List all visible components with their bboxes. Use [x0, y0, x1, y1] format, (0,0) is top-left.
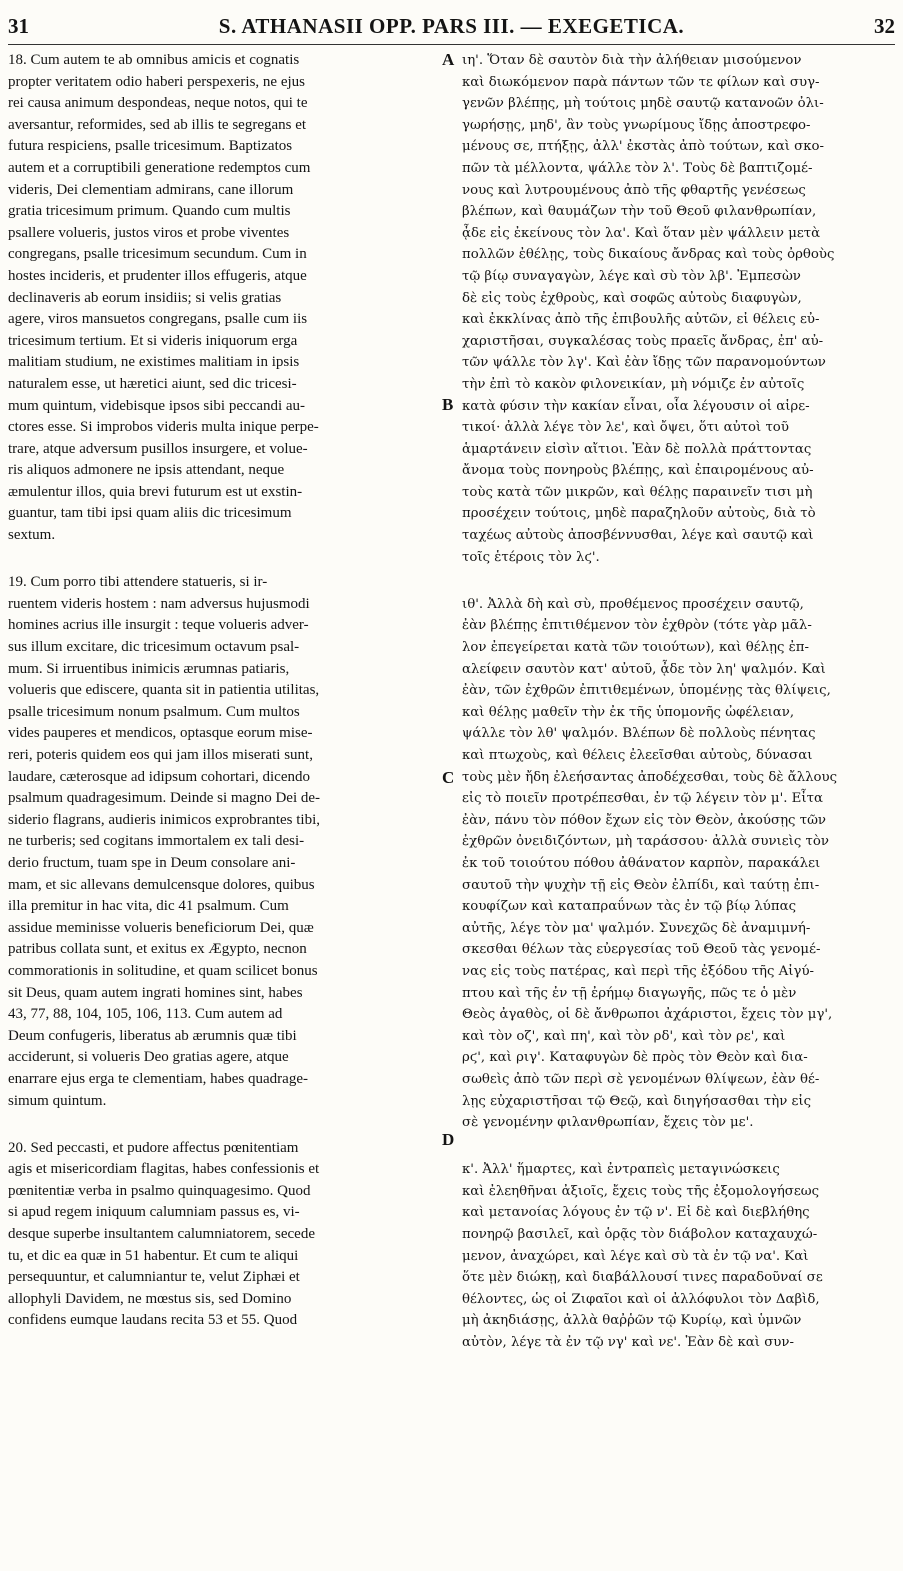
running-header: [8, 14, 895, 40]
text-line: commorationis in solitudine, et quam scilicet bonus: [8, 962, 318, 979]
text-line: reri, poteris quidem eos qui jam illos miserati sunt,: [8, 747, 313, 763]
text-line: αλείφειν σαυτὸν κατ' αὐτοῦ, ᾆδε τὸν λη' ψαλμόν. Καὶ: [462, 661, 826, 677]
text-line: patribus collata sunt, et exitus ex Ægypto, necnon: [8, 941, 307, 958]
text-line: καὶ πτωχοὺς, καὶ θέλεις ἐλεεῖσθαι αὐτοὺς, δύνασαι: [462, 748, 813, 763]
text-line: γωρήσῃς, μηδ', ἂν τοὺς γνωρίμους ἴδῃς ἀποστρεφο-: [462, 117, 811, 133]
text-line: ruentem videris hostem : nam adversus hujusmodi: [8, 595, 310, 612]
text-line: ris aliquos admonere ne ipsis attendant, neque: [8, 462, 285, 479]
text-line: θέλοντες, ὡς οἱ Ζιφαῖοι καὶ οἱ ἀλλόφυλοι τὸν Δαβὶδ,: [462, 1291, 820, 1307]
page-number-left: 31: [8, 14, 29, 38]
text-line: ταχέως αὐτοὺς ἀποσβέννυσθαι, λέγε καὶ σαυτῷ καὶ: [462, 528, 814, 544]
text-line: κ'. Ἀλλ' ἥμαρτες, καὶ ἐντραπεὶς μεταγινώσκεις: [462, 1162, 780, 1178]
margin-marker-c: C: [442, 768, 455, 787]
text-line: sextum.: [8, 527, 56, 544]
text-line: πολλῶν ἐθέλῃς, τοὺς δικαίους ἄνδρας καὶ τοὺς ὀρθοὺς: [462, 247, 835, 263]
page-number-right: 32: [874, 14, 895, 38]
paragraph-gap: [8, 1112, 444, 1134]
text-line: καὶ διωκόμενον παρὰ πάντων τῶν τε φίλων καὶ συγ-: [462, 74, 820, 90]
paragraph-gap: [462, 568, 882, 590]
text-line: ἐὰν, τῶν ἐχθρῶν ἐπιτιθεμένων, ὑπομένῃς τὰς θλίψεις,: [462, 683, 831, 699]
latin-paragraph: [8, 572, 444, 1112]
text-line: κουφίζων καὶ καταπραΰνων τὰς ἐν τῷ βίῳ λύπας: [462, 899, 797, 915]
text-line: σαυτοῦ τὴν ψυχὴν τῇ εἰς Θεὸν ἐλπίδι, καὶ ταύτῃ ἐπι-: [462, 877, 820, 893]
text-line: congregans, psalle tricesimum secundum. Cum in: [8, 246, 307, 263]
greek-paragraph: [462, 50, 882, 568]
text-line: malitiam studium, ne existimes malitiam in ipsis: [8, 354, 300, 371]
text-line: mum quintum, videbisque ipsos sibi peccandi au-: [8, 397, 306, 414]
text-line: illa premitur in hac vita, dic 41 psalmum. Cum: [8, 898, 289, 915]
text-line: guantur, tam tibi ipsi quam aliis dic tricesimum: [8, 505, 292, 522]
text-line: pœnitentiæ verba in psalmo quinquagesimo. Quod: [8, 1182, 311, 1199]
text-line: simum quintum.: [8, 1092, 107, 1109]
text-line: καὶ ἐλεηθῆναι ἀξιοῖς, ἔχεις τοὺς τῆς ἐξομολογήσεως: [462, 1183, 820, 1199]
text-line: psallere volueris, justos viros et probe viventes: [8, 224, 290, 241]
text-line: assidue meminisse volueris beneficiorum Dei, quæ: [8, 919, 314, 936]
paragraph-gap: [462, 1134, 882, 1156]
text-line: declinaveris ab eorum insidiis; si velis gratias: [8, 289, 282, 306]
greek-paragraph: [462, 1159, 882, 1353]
text-line: ιθ'. Ἀλλὰ δὴ καὶ σὺ, προθέμενος προσέχειν σαυτῷ,: [462, 596, 804, 612]
text-line: agis et misericordiam flagitas, habes confessionis et: [8, 1161, 320, 1178]
text-line: πῶν τὰ μέλλοντα, ψάλλε τὸν λ'. Τοὺς δὲ βαπτιζομέ-: [462, 160, 813, 176]
text-line: acciderunt, si volueris Deo gratias agere, atque: [8, 1049, 289, 1066]
text-line: ne turberis; sed cogitans immortalem ex tali desi-: [8, 833, 305, 850]
text-line: τοῖς ἑτέροις τὸν λϛ'.: [462, 549, 600, 565]
margin-marker-a: A: [442, 50, 455, 69]
text-line: νας εἰς τοὺς πατέρας, καὶ περὶ τῆς ἐξόδου τῆς Αἰγύ-: [462, 963, 815, 979]
text-line: κατὰ φύσιν τὴν κακίαν εἶναι, οἷα λέγουσιν οἱ αἱρε-: [462, 398, 810, 414]
text-line: τῶν ψάλλε τὸν λγ'. Καὶ ἐὰν ἴδῃς τῶν παρανομούντων: [462, 355, 826, 371]
margin-marker-d: D: [442, 1130, 455, 1149]
text-line: λῃς εὐχαριστῆσαι τῷ Θεῷ, καὶ διηγήσασθαι τὴν εἰς: [462, 1093, 812, 1109]
text-line: τοὺς κατὰ τῶν μικρῶν, καὶ θέλῃς παραινεῖν τισι μὴ: [462, 484, 813, 500]
text-line: μὴ ἀκηδιάσῃς, ἀλλὰ θαῤῥῶν τῷ Κυρίῳ, καὶ ὑμνῶν: [462, 1313, 802, 1329]
text-line: futura respiciens, psalle tricesimum. Baptizatos: [8, 138, 293, 155]
text-line: 20. Sed peccasti, et pudore affectus pœnitentiam: [8, 1139, 299, 1156]
text-line: Θεὸς ἀγαθὸς, οἱ δὲ ἄνθρωποι ἀχάριστοι, ἔχεις τὸν μγ',: [462, 1007, 833, 1023]
text-line: psalle tricesimum nonum psalmum. Cum multos: [8, 703, 300, 720]
text-line: si apud regem iniquum calumniam passus es, vi-: [8, 1204, 300, 1221]
text-line: mum. Si irruentibus inimicis ærumnas patiaris,: [8, 660, 290, 677]
greek-paragraph: [462, 594, 882, 1134]
text-line: σκεσθαι θέλων τὰς εὐεργεσίας τοῦ Θεοῦ τὰς γενομέ-: [462, 942, 821, 958]
text-line: τὴν ἐπὶ τὸ κακὸν φιλονεικίαν, μὴ νόμιζε ἐν αὐτοῖς: [462, 376, 805, 392]
text-line: propter veritatem odio haberi perspexeris, ne ejus: [8, 73, 305, 90]
text-line: ἐὰν, πάνυ τὸν πόθον ἔχων εἰς τὸν Θεὸν, ἀκούσῃς τῶν: [462, 812, 827, 828]
text-line: enarrare ejus erga te clementiam, habes quadrage-: [8, 1070, 308, 1087]
text-line: 43, 77, 88, 104, 105, 106, 113. Cum autem ad: [8, 1006, 283, 1023]
text-line: ctores esse. Si improbos videris multa inique perpe-: [8, 419, 319, 436]
text-line: μένους σε, πτήξῃς, ἀλλ' ἐκστὰς ἀπὸ τούτων, καὶ σκο-: [462, 139, 825, 155]
text-line: νους καὶ λυτρουμένους ἀπὸ τῆς φθαρτῆς γενέσεως: [462, 182, 806, 198]
text-line: persequuntur, et calumniantur te, velut Ziphæi et: [8, 1269, 300, 1286]
text-line: τῷ βίῳ συναγαγὼν, λέγε καὶ σὺ τὸν λβ'. Ἐμπεσὼν: [462, 268, 801, 284]
text-line: χαριστῆσαι, συγκαλέσας τοὺς πραεῖς ἄνδρας, ἐπ' αὐ-: [462, 333, 824, 349]
text-line: rei causa animum despondeas, neque notos, qui te: [8, 95, 308, 112]
latin-paragraph: [8, 50, 444, 547]
running-title: S. ATHANASII OPP. PARS III. — EXEGETICA.: [218, 14, 685, 38]
text-line: τοὺς μὲν ἤδη ἐλεήσαντας ἀποδέχεσθαι, τοὺς δὲ ἄλλους: [462, 769, 838, 785]
text-line: laudare, cæterosque ad idipsum cohortari, dicendo: [8, 768, 310, 785]
text-line: σωθεὶς ἀπὸ τῶν περὶ σὲ γενομένων θλίψεων, ἐὰν θέ-: [462, 1071, 820, 1087]
text-line: ἐὰν βλέπῃς ἐπιτιθέμενον τὸν ἐχθρὸν (τότε γὰρ μᾶλ-: [462, 618, 812, 634]
text-line: λον ἐπεγείρεται κατὰ τῶν τοιούτων), καὶ θέλῃς ἐπ-: [462, 640, 810, 656]
text-line: ιη'. Ὅταν δὲ σαυτὸν διὰ τὴν ἀλήθειαν μισούμενον: [462, 53, 802, 68]
text-line: γενῶν βλέπῃς, μὴ τούτοις μηδὲ σαυτῷ κατανοῶν ὀλι-: [462, 96, 824, 112]
text-line: πονηρῷ βασιλεῖ, καὶ ὁρᾷς τὸν διάβολον καταχαυχώ-: [462, 1227, 818, 1243]
paragraph-gap: [8, 547, 444, 569]
latin-column: [8, 50, 444, 1332]
text-line: derio fructum, tuam spe in Deum consolare ani-: [8, 854, 296, 871]
text-line: 19. Cum porro tibi attendere statueris, si ir-: [8, 574, 268, 591]
text-line: psalmum quadragesimum. Deinde si magno Dei de-: [8, 790, 321, 807]
text-line: vides pauperes et mendicos, optasque eorum mise-: [8, 725, 313, 742]
text-line: 18. Cum autem te ab omnibus amicis et cognatis: [8, 52, 300, 68]
text-line: ρϛ', καὶ ριγ'. Καταφυγὼν δὲ πρὸς τὸν Θεὸν καὶ δια-: [462, 1050, 808, 1066]
text-line: Deum confugeris, liberatus ab ærumnis quæ tibi: [8, 1027, 297, 1044]
text-line: εἰς τὸ ποιεῖν προτρέπεσθαι, ἐν τῷ λέγειν τὸν μ'. Εἶτα: [462, 791, 823, 807]
text-line: desque superbe insultantem calumniatorem, secede: [8, 1226, 315, 1243]
text-line: βλέπων, καὶ θαυμάζων τὴν τοῦ Θεοῦ φιλανθρωπίαν,: [462, 204, 817, 220]
text-line: τικοί· ἀλλὰ λέγε τὸν λε', καὶ ὄψει, ὅτι αὐτοὶ τοῦ: [462, 420, 789, 436]
text-line: tu, et dic ea quæ in 51 habentur. Et cum te aliqui: [8, 1247, 299, 1264]
text-line: πτου καὶ τῆς ἐν τῇ ἐρήμῳ διαγωγῆς, πῶς τε ὁ μὲν: [462, 985, 797, 1001]
text-line: ψάλλε τὸν λθ' ψαλμόν. Βλέπων δὲ πολλοὺς πένητας: [462, 726, 816, 742]
text-line: trare, atque adversum pusillos insurgere, et volue-: [8, 440, 308, 457]
text-line: μενον, ἀναχώρει, καὶ λέγε καὶ σὺ τὰ ἐν τῷ να'. Καὶ: [462, 1248, 809, 1264]
greek-column: [462, 50, 882, 1354]
text-line: ἁμαρτάνειν εἰσὶν αἴτιοι. Ἐὰν δὲ πολλὰ πράττοντας: [462, 441, 812, 457]
text-line: allophyli Davidem, ne mœstus sis, sed Domino: [8, 1290, 292, 1307]
latin-paragraph: [8, 1138, 444, 1332]
text-line: ἐχθρῶν ὀνειδιζόντων, μὴ ταράσσου· ἀλλὰ συνιεὶς τὸν: [462, 834, 829, 850]
text-line: προσέχειν τούτοις, μηδὲ παραζηλοῦν αὐτοὺς, διὰ τὸ: [462, 506, 816, 522]
text-line: volueris que ediscere, quanta sit in patientia utilitas,: [8, 682, 320, 699]
text-line: videris, Dei clementiam admirans, cane illorum: [8, 181, 294, 198]
text-line: agere, viros mansuetos congregans, psalle cum iis: [8, 311, 308, 328]
margin-marker-b: B: [442, 395, 454, 414]
text-line: δὲ εἰς τοὺς ἐχθροὺς, καὶ σοφῶς αὐτοὺς διαφυγὼν,: [462, 290, 802, 306]
text-line: gratia tricesimum primum. Quando cum multis: [8, 203, 291, 220]
text-line: autem et a corruptibili generatione redemptos cum: [8, 159, 311, 176]
header-rule: [8, 44, 895, 45]
text-line: ἄνομα τοὺς πονηροὺς βλέπῃς, καὶ ἐπαιρομένους αὐ-: [462, 463, 814, 479]
text-line: homines acrius ille insurgit : teque volueris adver-: [8, 617, 309, 634]
text-line: hostes incideris, et prudenter illos effugeris, atque: [8, 267, 307, 284]
text-line: confidens eumque laudans recita 53 et 55. Quod: [8, 1312, 298, 1329]
text-line: siderio flagrans, audieris inimicos exprobrantes tibi,: [8, 811, 321, 828]
text-line: ᾆδε εἰς ἐκείνους τὸν λα'. Καὶ ὅταν μὲν ψάλλειν μετὰ: [462, 225, 821, 241]
text-line: καὶ τὸν οζ', καὶ πη', καὶ τὸν ρδ', καὶ τὸν ρε', καὶ: [462, 1028, 786, 1044]
text-line: αὐτῆς, λέγε τὸν μα' ψαλμόν. Συνεχῶς δὲ ἀναμιμνή-: [462, 920, 811, 936]
text-line: ὅτε μὲν διώκῃ, καὶ διαβάλλουσί τινες παραδοῦναί σε: [462, 1270, 823, 1286]
text-line: ἐκ τοῦ τοιούτου πόθου ἀθάνατον καρπὸν, παρακάλει: [462, 855, 821, 871]
text-line: tricesimum tertium. Et si videris iniquorum erga: [8, 332, 298, 349]
text-line: naturalem esse, ut hæretici aiunt, sed dic tricesi-: [8, 375, 297, 392]
text-line: αὐτὸν, λέγε τὰ ἐν τῷ νγ' καὶ νε'. Ἐὰν δὲ καὶ συν-: [462, 1335, 794, 1351]
text-line: σὲ γενομένην φιλανθρωπίαν, ἔχεις τὸν με'.: [462, 1115, 754, 1131]
text-line: æmulentur illos, quia brevi futurum est ut exstin-: [8, 483, 303, 500]
text-line: aversantur, reformides, sed ab illis te segregans et: [8, 116, 307, 133]
text-line: καὶ θέλῃς μαθεῖν τὴν ἐκ τῆς ὑπομονῆς ὠφέλειαν,: [462, 704, 795, 720]
text-line: sus illum excitare, dic tricesimum octavum psal-: [8, 639, 300, 656]
text-line: καὶ ἐκκλίνας ἀπὸ τῆς ἐπιβουλῆς αὐτῶν, εἰ θέλεις εὐ-: [462, 312, 820, 328]
text-line: mam, et sic allevans demulcensque dolores, quibus: [8, 876, 315, 893]
text-line: sit Deus, quam autem ingrati homines sint, habes: [8, 984, 303, 1001]
text-line: καὶ μετανοίας λόγους ἐν τῷ ν'. Εἰ δὲ καὶ διεβλήθης: [462, 1205, 810, 1221]
